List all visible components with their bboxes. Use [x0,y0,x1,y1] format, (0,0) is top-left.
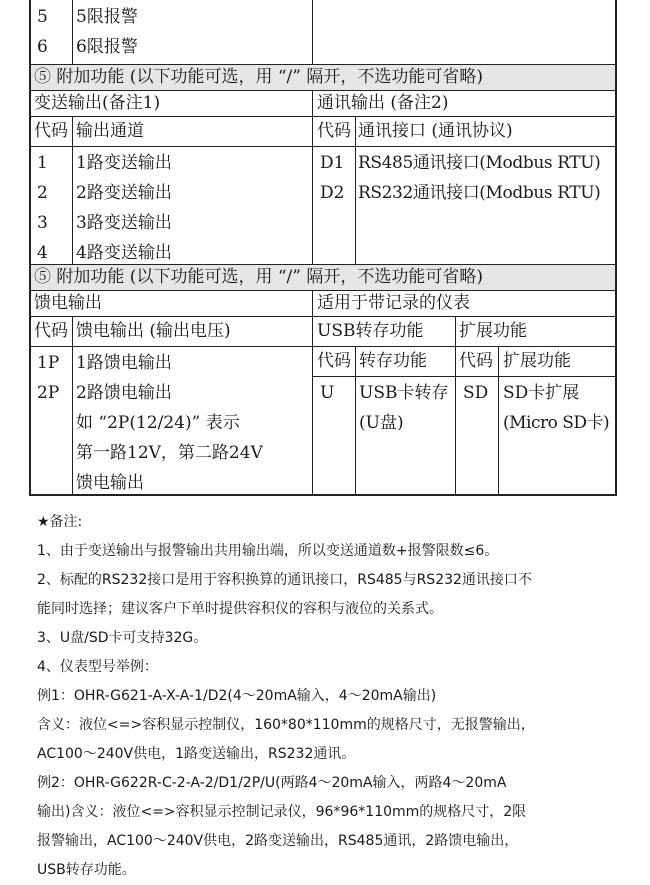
feed-example-line: 馈电输出 [76,473,144,493]
note-line: 4、仪表型号举例： [37,659,158,675]
transmit-label: 2路变送输出 [76,183,172,203]
feed-code: 1P [37,353,60,373]
transmit-code: 3 [37,213,48,233]
notes-title: ★备注: [37,514,83,530]
note-line: 1、由于变送输出与报警输出共用输出端，所以变送通道数+报警限数≤6。 [37,543,499,559]
usb-col-header: 转存功能 [359,351,427,371]
extension-heading: 扩展功能 [459,321,527,341]
feed-label: 1路馈电输出 [76,353,172,373]
code-6: 6 [37,37,48,57]
transmit-label: 3路变送输出 [76,213,172,233]
feed-code: 2P [37,383,60,403]
recorder-heading: 适用于带记录的仪表 [317,293,470,313]
transmit-code: 1 [37,153,48,173]
transmit-output-heading: 变送输出(备注1) [34,93,161,113]
code-header: 代码 [317,351,351,371]
note-line: 3、U盘/SD卡可支持32G。 [37,630,208,646]
sd-code: SD [463,383,489,403]
note-line: 2、标配的RS232接口是用于容积换算的通讯接口，RS485与RS232通讯接口不 [37,572,532,588]
notes-section [37,508,637,885]
code-header: 代码 [317,121,351,141]
code-header: 代码 [34,121,68,141]
comm-label: RS485通讯接口(Modbus RTU) [358,153,601,173]
section1-title: ⑤ 附加功能 (以下功能可选，用 “/” 隔开，不选功能可省略) [34,67,483,87]
usb-code: U [320,383,335,403]
note-line: 输出)含义：液位<=>容积显示控制记录仪，96*96*110mm的规格尺寸，2限 [37,804,527,820]
transmit-label: 1路变送输出 [76,153,172,173]
transmit-code: 4 [37,243,48,263]
comm-interface-header: 通讯接口 (通讯协议) [358,121,513,141]
feed-output-heading: 馈电输出 [34,293,102,313]
output-channel-header: 输出通道 [76,121,144,141]
comm-output-heading: 通讯输出 (备注2) [317,93,449,113]
note-line: 例1：OHR-G621-A-X-A-1/D2(4～20mA输入，4～20mA输出) [37,688,437,704]
comm-code: D2 [320,183,345,203]
note-line: 例2：OHR-G622R-C-2-A-2/D1/2P/U(两路4～20mA输入，两路4～20mA [37,775,507,791]
note-line: AC100～240V供电，1路变送输出，RS232通讯。 [37,746,356,762]
sd-label: SD卡扩展 [503,383,580,403]
usb-label: (U盘) [359,413,404,433]
sd-label: (Micro SD卡) [503,413,610,433]
note-line: 报警输出，AC100～240V供电，2路变送输出，RS485通讯，2路馈电输出， [37,833,519,849]
label-6-alarm: 6限报警 [76,37,138,57]
code-5: 5 [37,7,48,27]
note-line: 能同时选择；建议客户下单时提供容积仪的容积与液位的关系式。 [37,601,443,617]
usb-label: USB卡转存 [359,383,449,403]
comm-code: D1 [320,153,345,173]
usb-dump-heading: USB转存功能 [317,321,424,341]
feed-label: 2路馈电输出 [76,383,172,403]
label-5-alarm: 5限报警 [76,7,138,27]
transmit-label: 4路变送输出 [76,243,172,263]
feed-example-line: 如 “2P(12/24)” 表示 [76,413,240,433]
code-header: 代码 [459,351,493,371]
section2-title: ⑤ 附加功能 (以下功能可选，用 “/” 隔开，不选功能可省略) [34,267,483,287]
spec-table [29,0,617,496]
note-line: 含义：液位<=>容积显示控制仪，160*80*110mm的规格尺寸，无报警输出， [37,717,535,733]
note-line: USB转存功能。 [37,862,136,878]
feed-example-line: 第一路12V，第二路24V [76,443,263,463]
comm-label: RS232通讯接口(Modbus RTU) [358,183,601,203]
code-header: 代码 [34,321,68,341]
ext-col-header: 扩展功能 [503,351,571,371]
transmit-code: 2 [37,183,48,203]
feed-output-header: 馈电输出 (输出电压) [76,321,231,341]
